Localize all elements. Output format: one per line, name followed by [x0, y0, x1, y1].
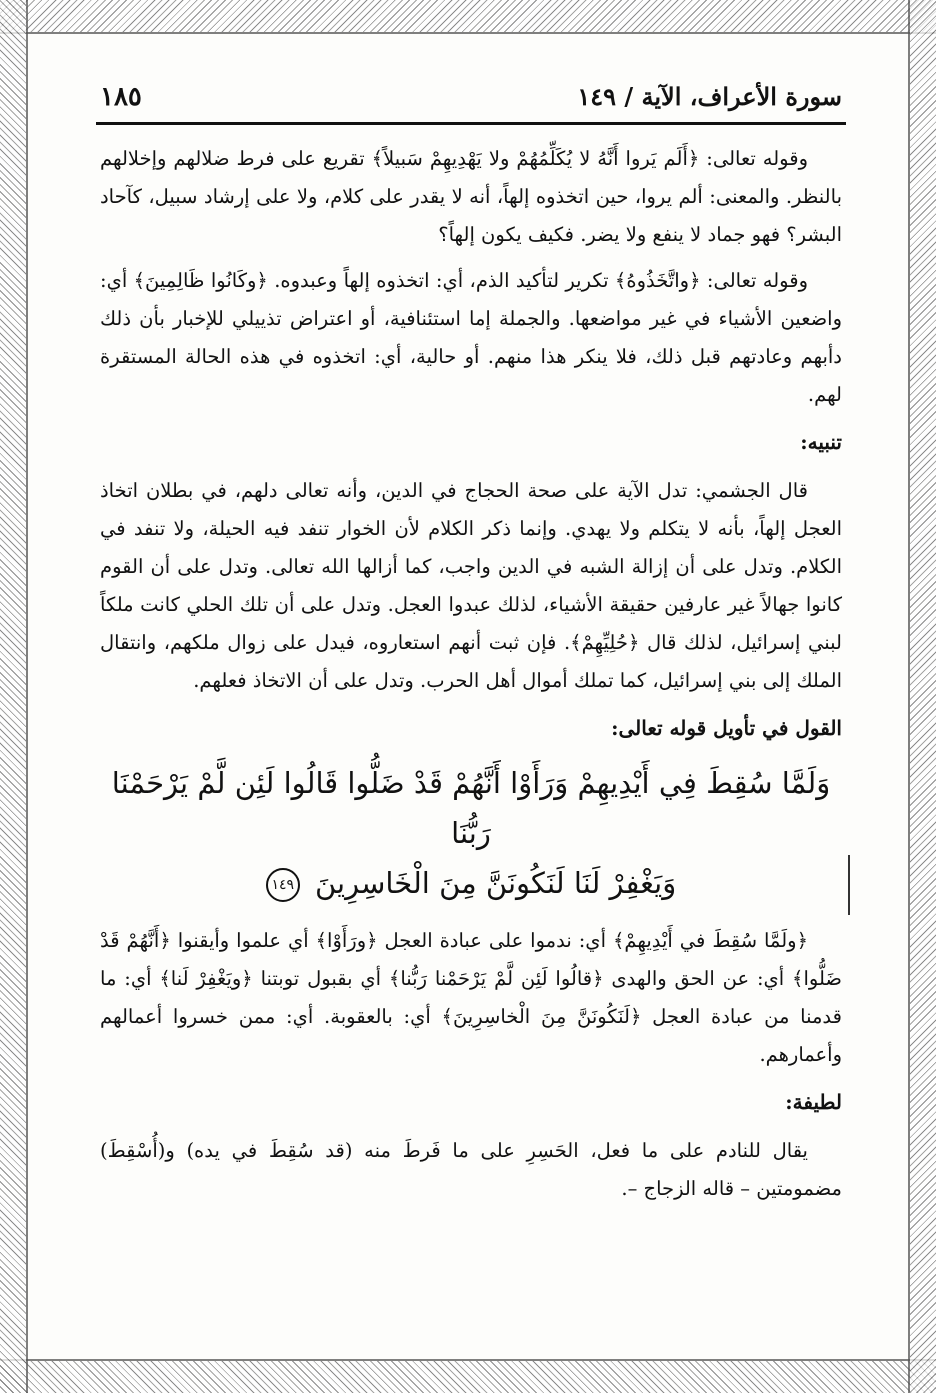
page-header [96, 78, 846, 125]
paragraph-1: وقوله تعالى: ﴿أَلَم يَروا أَنَّهُ لا يُكَلِّمُهُمْ ولا يَهْدِيهِمْ سَبيلاً﴾ تقريع على فرط ضلالهم وإخلالهم بالنظر. والمعنى: ألم يروا، حين اتخذوه إلهاً، أنه لا يقدر على كلام، ولا على إرشاد سبيل، كآحاد البشر؟ فهو جماد لا ينفع ولا يضر. فكيف يكون إلهاً؟ [100, 147, 842, 246]
ayah-number-marker: ١٤٩ [266, 868, 300, 902]
section-heading-tanbih: تنبيه: [800, 430, 842, 454]
ornamental-border-left [0, 0, 28, 1393]
paragraph-5: يقال للنادم على ما فعل، الحَسِرِ على ما فَرطَ منه (قد سُقِطَ في يده) و(أُسْقِطَ) مضمومتين – قاله الزجاج –. [100, 1139, 842, 1200]
paragraph-4: ﴿ولَمَّا سُقِطَ في أَيْدِيهِمْ﴾ أي: ندموا على عبادة العجل ﴿ورَأَوْا﴾ أي علموا وأيقنوا ﴿أَنَّهُمْ قَدْ ضَلُّوا﴾ أي: عن الحق والهدى ﴿قالُوا لَئِن لَّمْ يَرْحَمْنا رَبُّنا﴾ أي بقبول توبتنا ﴿ويَغْفِرْ لَنا﴾ أي: ما قدمنا من عبادة العجل ﴿لَنَكُونَنَّ مِنَ الْخاسِرِينَ﴾ أي: بالعقوبة. أي: ممن خسروا أعمالهم وأعمارهم. [100, 929, 842, 1066]
quran-verse-line-1: وَلَمَّا سُقِطَ فِي أَيْدِيهِمْ وَرَأَوْا أَنَّهُمْ قَدْ ضَلُّوا قَالُوا لَئِن لَّمْ يَرْحَمْنَا رَبُّنَا [111, 766, 831, 850]
section-heading-latifa: لطيفة: [785, 1090, 842, 1114]
section-heading-tafsir: القول في تأويل قوله تعالى: [611, 716, 842, 740]
quran-verse-line-2-text: وَيَغْفِرْ لَنَا لَنَكُونَنَّ مِنَ الْخَاسِرِينَ [314, 866, 677, 900]
running-head: سورة الأعراف، الآية / ١٤٩ [577, 82, 842, 111]
page-body [100, 140, 842, 1216]
quran-verse-line-2 [100, 858, 842, 908]
ornamental-border-top [0, 0, 936, 34]
page-number: ١٨٥ [100, 82, 142, 112]
ornamental-border-bottom [0, 1359, 936, 1393]
paragraph-2: وقوله تعالى: ﴿واتَّخَذُوهُ﴾ تكرير لتأكيد الذم، أي: اتخذوه إلهاً وعبدوه. ﴿وكَانُوا ظَالِمِينَ﴾ أي: واضعين الأشياء في غير مواضعها. والجملة إما استئنافية، أو اعتراض تذييلي للإخبار بأن ذلك دأبهم وعادتهم قبل ذلك، فلا ينكر هذا منهم. أو حالية، أي: اتخذوه في هذه الحالة المستقرة لهم. [100, 269, 842, 406]
ornamental-border-right [908, 0, 936, 1393]
quran-verse [100, 758, 842, 908]
paragraph-3: قال الجشمي: تدل الآية على صحة الحجاج في الدين، وأنه تعالى دلهم، في بطلان اتخاذ العجل إلهاً، بأنه لا يتكلم ولا يهدي. وإنما ذكر الكلام لأن الخوار تنفد فيه الحيلة، ولا تنفد في الكلام. وتدل على أن إزالة الشبه في الدين واجب، كما أزالها الله تعالى. وتدل على أن القوم كانوا جهالاً غير عارفين حقيقة الأشياء، لذلك عبدوا العجل. وتدل على أن تلك الحلي كانت ملكاً لبني إسرائيل، لذلك قال ﴿حُلِيِّهِمْ﴾. فإن ثبت أنهم استعاروه، فيدل على زوال ملكهم، وانتقال الملك إلى بني إسرائيل، كما تملك أموال أهل الحرب. وتدل على أن الاتخاذ فعلهم. [100, 479, 842, 692]
margin-mark [848, 855, 850, 915]
